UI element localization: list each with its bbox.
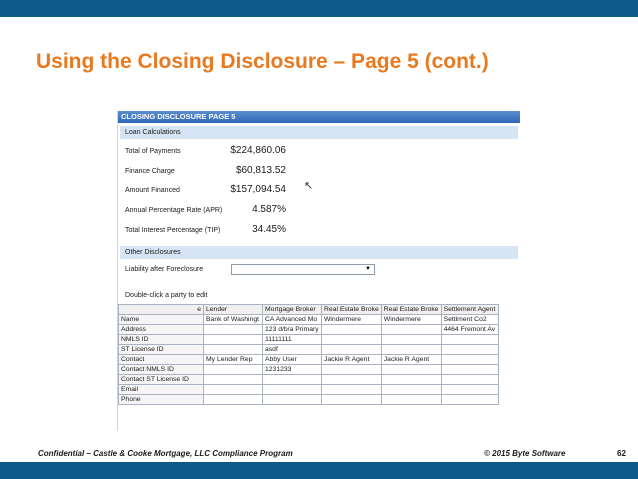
table-cell[interactable]: 11111111	[263, 335, 322, 345]
column-header[interactable]: Mortgage Broker	[263, 305, 322, 315]
row-header: Phone	[119, 395, 204, 405]
table-cell[interactable]	[441, 365, 498, 375]
table-cell[interactable]	[204, 345, 263, 355]
parties-instruction: Double-click a party to edit	[125, 292, 208, 299]
row-header: Name	[119, 315, 204, 325]
column-header[interactable]: Settlement Agent	[441, 305, 498, 315]
footer-copyright: © 2015 Byte Software	[484, 449, 566, 458]
column-header[interactable]: e	[119, 305, 204, 315]
table-cell[interactable]	[263, 385, 322, 395]
table-cell[interactable]	[381, 335, 441, 345]
table-cell[interactable]: Abby User	[263, 355, 322, 365]
table-cell[interactable]	[204, 375, 263, 385]
total-of-payments-value: $224,860.06	[230, 145, 286, 156]
closing-disclosure-form	[117, 111, 520, 431]
liability-after-foreclosure-select[interactable]	[231, 264, 375, 275]
table-cell[interactable]	[204, 385, 263, 395]
amount-financed-label: Amount Financed	[125, 187, 180, 194]
table-cell[interactable]: 4464 Fremont Av	[441, 325, 498, 335]
footer-confidential: Confidential – Castle & Cooke Mortgage, LLC Compliance Program	[38, 449, 293, 458]
table-row[interactable]	[119, 325, 499, 335]
column-header[interactable]: Real Estate Broke	[322, 305, 382, 315]
table-cell[interactable]	[441, 375, 498, 385]
tip-value: 34.45%	[252, 224, 286, 235]
table-cell[interactable]	[322, 345, 382, 355]
liability-after-foreclosure-label: Liability after Foreclosure	[125, 266, 204, 273]
table-cell[interactable]: Jackie R Agent	[322, 355, 382, 365]
table-row[interactable]	[119, 345, 499, 355]
table-row[interactable]	[119, 385, 499, 395]
table-cell[interactable]	[263, 375, 322, 385]
table-cell[interactable]	[322, 375, 382, 385]
table-cell[interactable]: Bank of Washingt	[204, 315, 263, 325]
total-of-payments-label: Total of Payments	[125, 148, 181, 155]
table-cell[interactable]	[204, 335, 263, 345]
row-header: Contact	[119, 355, 204, 365]
mouse-pointer-icon: ↖	[304, 180, 314, 192]
table-cell[interactable]: Jackie R Agent	[381, 355, 441, 365]
table-cell[interactable]	[204, 395, 263, 405]
other-disclosures-section: Other Disclosures	[120, 246, 518, 259]
parties-table[interactable]	[118, 304, 499, 405]
column-header[interactable]: Lender	[204, 305, 263, 315]
amount-financed-value: $157,094.54	[230, 184, 286, 195]
table-cell[interactable]	[381, 365, 441, 375]
apr-label: Annual Percentage Rate (APR)	[125, 207, 223, 214]
table-cell[interactable]	[263, 395, 322, 405]
apr-value: 4.587%	[252, 204, 286, 215]
table-cell[interactable]: Windermere	[381, 315, 441, 325]
table-cell[interactable]	[322, 385, 382, 395]
table-cell[interactable]: asdf	[263, 345, 322, 355]
table-cell[interactable]	[204, 365, 263, 375]
table-row[interactable]	[119, 315, 499, 325]
table-cell[interactable]	[441, 395, 498, 405]
top-accent-bar	[0, 0, 638, 17]
row-header: ST License ID	[119, 345, 204, 355]
table-cell[interactable]	[381, 395, 441, 405]
table-cell[interactable]	[441, 345, 498, 355]
dropdown-arrow-icon: ▼	[365, 266, 371, 272]
table-cell[interactable]: 123 d/b/a Primary	[263, 325, 322, 335]
table-row[interactable]	[119, 365, 499, 375]
table-cell[interactable]	[322, 335, 382, 345]
table-cell[interactable]: Settlment Co2	[441, 315, 498, 325]
finance-charge-value: $60,813.52	[235, 165, 286, 176]
table-cell[interactable]	[441, 355, 498, 365]
column-header[interactable]: Real Estate Broke	[381, 305, 441, 315]
row-header: Address	[119, 325, 204, 335]
table-cell[interactable]: Windermere	[322, 315, 382, 325]
table-cell[interactable]: CA Advanced Mo	[263, 315, 322, 325]
table-cell[interactable]	[441, 335, 498, 345]
table-cell[interactable]	[322, 395, 382, 405]
tip-label: Total Interest Percentage (TIP)	[125, 227, 221, 234]
page-number: 62	[617, 449, 626, 458]
table-row[interactable]	[119, 395, 499, 405]
loan-calculations-section: Loan Calculations	[120, 126, 518, 139]
table-cell[interactable]	[441, 385, 498, 395]
table-cell[interactable]: 1231233	[263, 365, 322, 375]
finance-charge-label: Finance Charge	[125, 168, 175, 175]
table-cell[interactable]	[381, 345, 441, 355]
table-row[interactable]	[119, 375, 499, 385]
table-cell[interactable]	[381, 375, 441, 385]
slide-title: Using the Closing Disclosure – Page 5 (cont.)	[36, 50, 489, 73]
table-row[interactable]	[119, 335, 499, 345]
form-header: CLOSING DISCLOSURE PAGE 5	[118, 111, 520, 123]
table-cell[interactable]	[204, 325, 263, 335]
table-cell[interactable]	[381, 385, 441, 395]
table-cell[interactable]	[322, 365, 382, 375]
table-cell[interactable]	[381, 325, 441, 335]
row-header: Email	[119, 385, 204, 395]
row-header: Contact ST License ID	[119, 375, 204, 385]
table-row[interactable]	[119, 355, 499, 365]
table-cell[interactable]: My Lender Rep	[204, 355, 263, 365]
parties-header-row	[119, 305, 499, 315]
bottom-accent-bar	[0, 462, 638, 479]
table-cell[interactable]	[322, 325, 382, 335]
row-header: Contact NMLS ID	[119, 365, 204, 375]
row-header: NMLS ID	[119, 335, 204, 345]
